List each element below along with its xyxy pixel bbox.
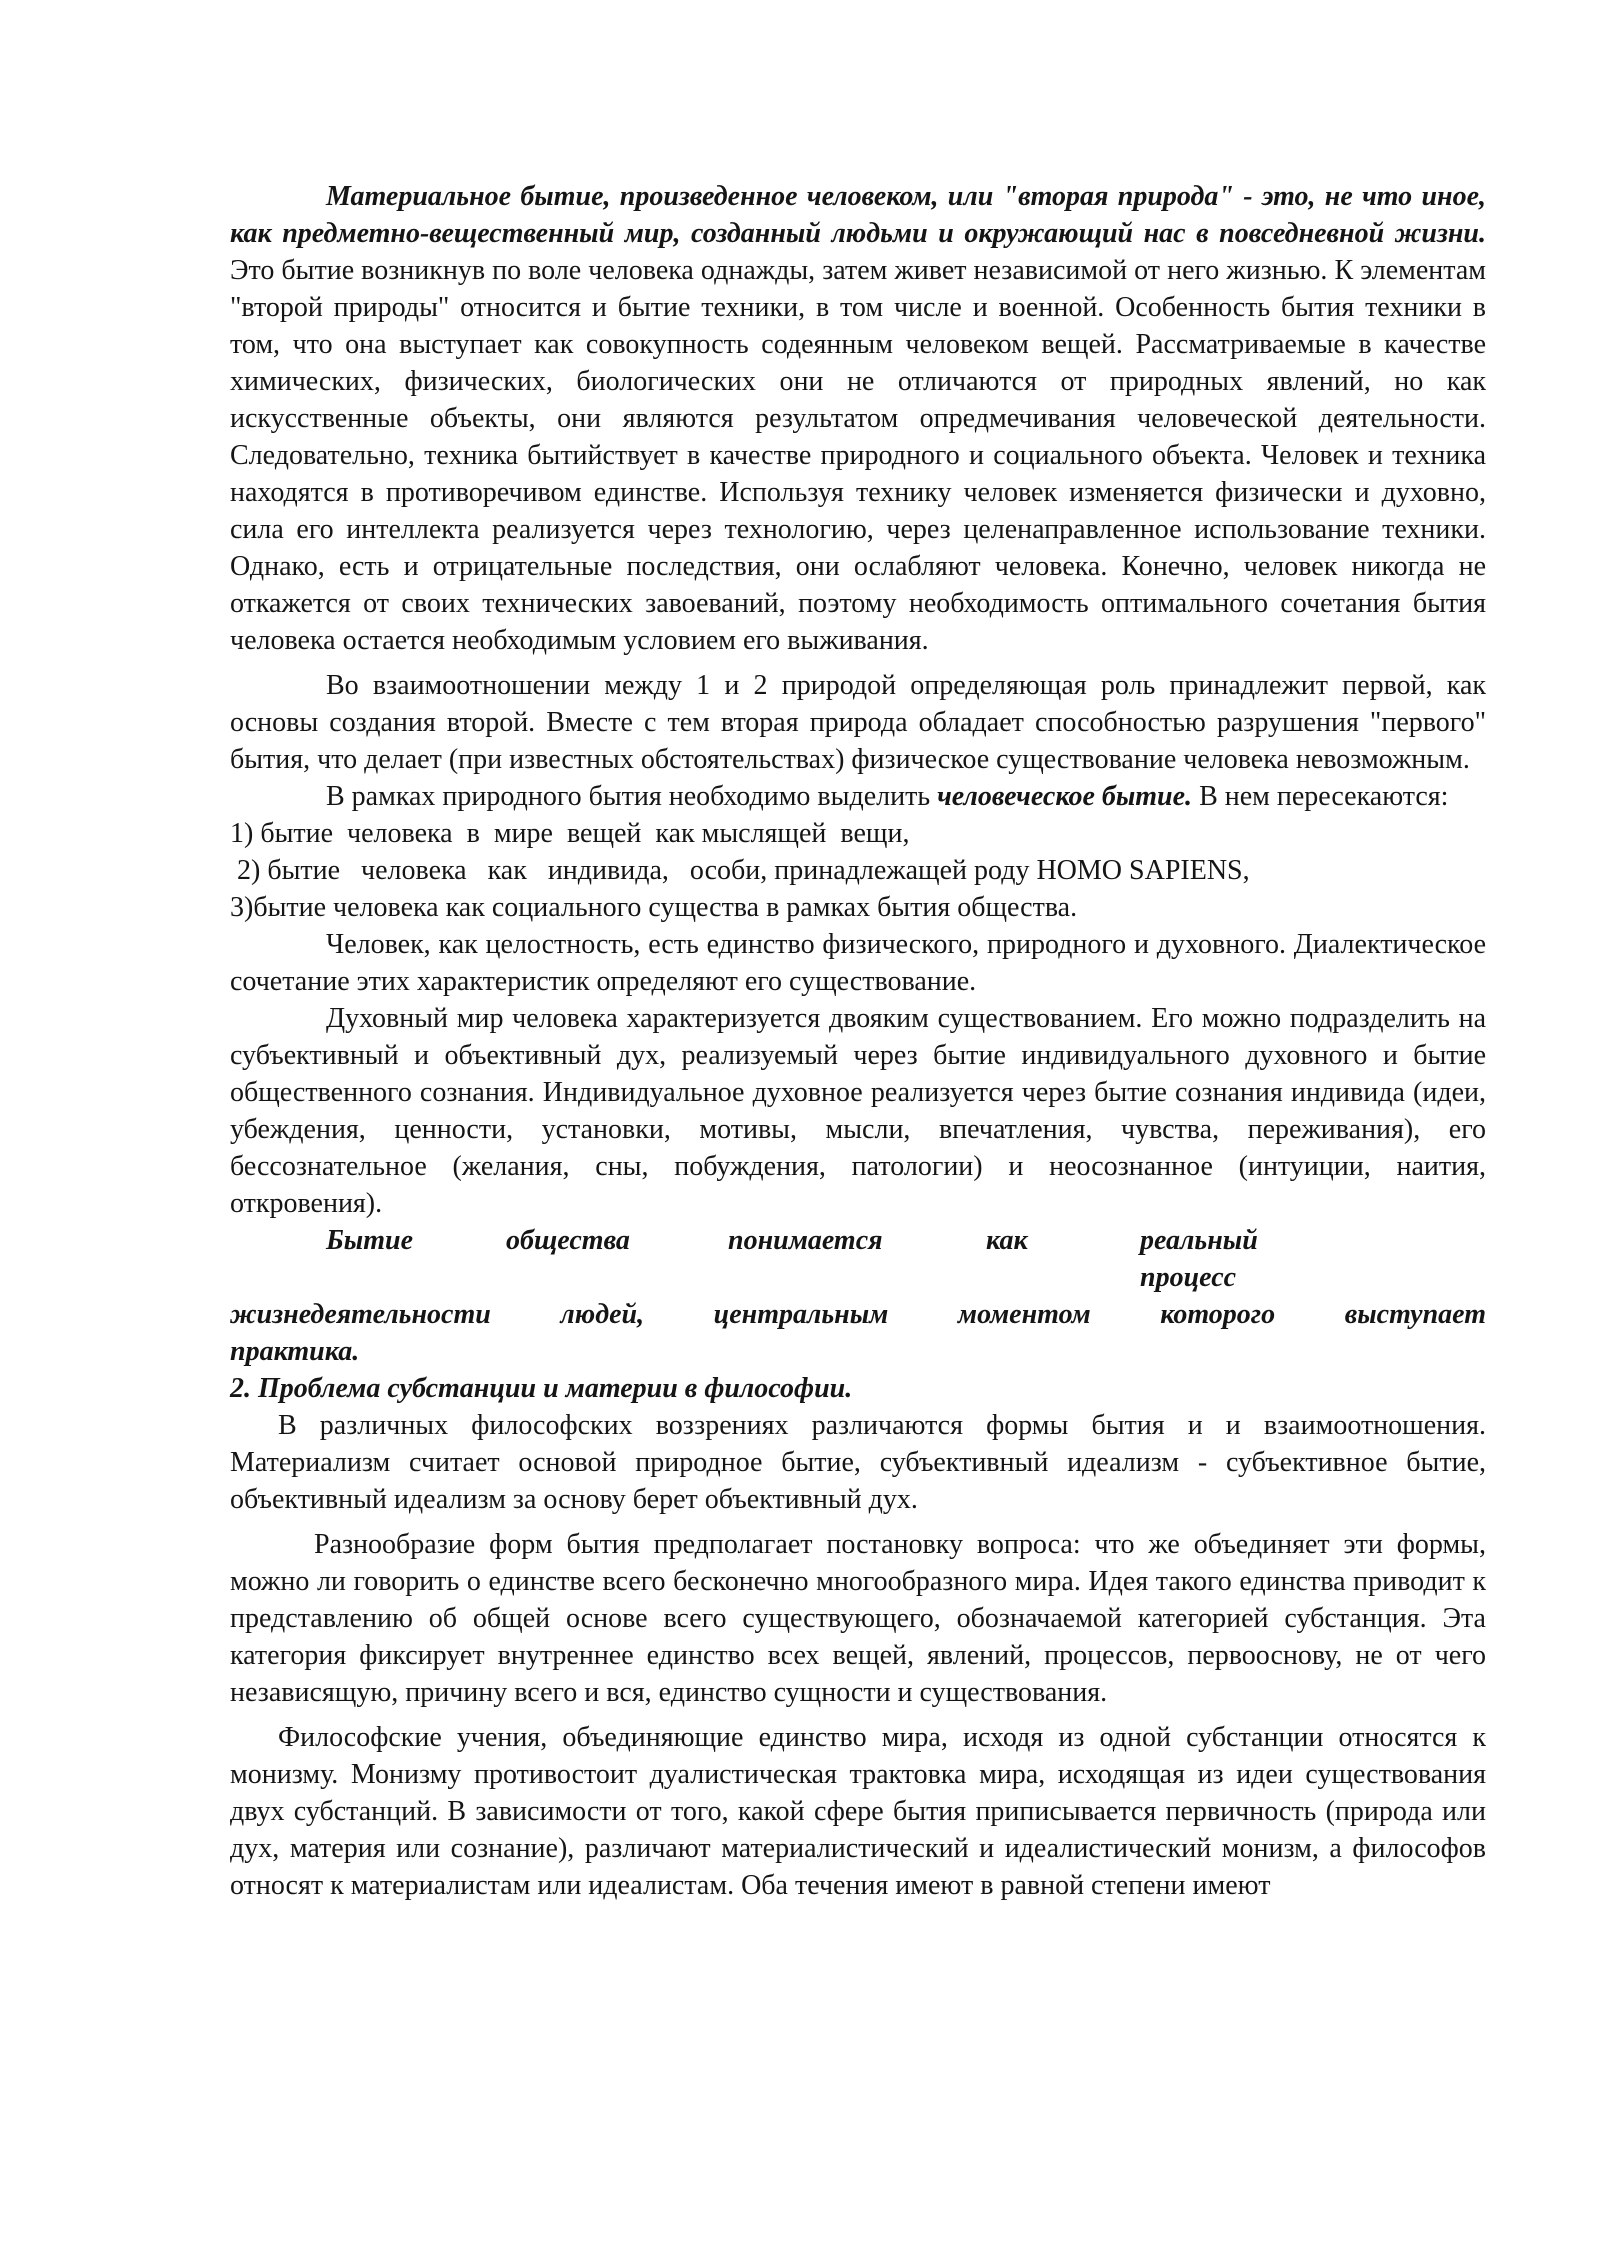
- definition-word: Бытие: [326, 1225, 413, 1256]
- paragraph-philosophical-views: В различных философских воззрениях различаются формы бытия и и взаимоотношения. Материализм считает основой природное бытие, субъективный идеализм - субъективное бытие, объективный идеализм за основу берет объективный дух.: [230, 1410, 1486, 1515]
- document-page: [230, 178, 1486, 1904]
- definition-word: реальный: [1140, 1225, 1258, 1256]
- paragraph-text: В рамках природного бытия необходимо выделить: [326, 781, 938, 812]
- paragraph-human-being: [230, 778, 1486, 815]
- list-item: 3)бытие человека как социального существа в рамках бытия общества.: [230, 892, 1078, 923]
- paragraph-human-integrity: Человек, как целостность, есть единство физического, природного и духовного. Диалектическое сочетание этих характеристик определяют его существование.: [230, 929, 1486, 997]
- paragraph-text: В нем пересекаются:: [1192, 781, 1449, 812]
- paragraph-monism: Философские учения, объединяющие единство мира, исходя из одной субстанции относятся к монизму. Монизму противостоит дуалистическая трактовка мира, исходящая из идеи существования двух субстанций. В зависимости от того, какой сфере бытия приписывается первичность (природа или дух, материя или сознание), различают материалистический и идеалистический монизм, а философов относят к материалистам или идеалистам. Оба течения имеют в равной степени имеют: [230, 1722, 1486, 1901]
- list-item: 2) бытие человека как индивида, особи, принадлежащей роду HOMO SAPIENS,: [230, 855, 1250, 886]
- definition-word: как: [986, 1225, 1028, 1256]
- definition-word: общества: [506, 1225, 630, 1256]
- paragraph-text: Это бытие возникнув по воле человека однажды, затем живет независимой от него жизнью. К элементам "второй природы" относится и бытие техники, в том числе и военной. Особенность бытия техники в том, что она выступает как совокупность содеянным человеком вещей. Рассматриваемые в качестве химических, физических, биологических они не отличаются от природных явлений, но как искусственные объекты, они являются результатом опредмечивания человеческой деятельности. Следовательно, техника бытийствует в качестве природного и социального объекта. Человек и техника находятся в противоречивом единстве. Используя технику человек изменяется физически и духовно, сила его интеллекта реализуется через технологию, через целенаправленное использование техники. Однако, есть и отрицательные последствия, они ослабляют человека. Конечно, человек никогда не откажется от своих технических завоеваний, поэтому необходимость оптимального сочетания бытия человека остается необходимым условием его выживания.: [230, 255, 1486, 656]
- definition-being-society: [230, 1222, 1486, 1370]
- emphasis-human-being: человеческое бытие.: [937, 781, 1193, 812]
- list-item: 1) бытие человека в мире вещей как мыслящей вещи,: [230, 818, 910, 849]
- section-heading: 2. Проблема субстанции и материи в философии.: [230, 1373, 853, 1404]
- definition-line: процесс: [1140, 1262, 1237, 1293]
- paragraph-second-nature: [230, 178, 1486, 659]
- definition-line: [230, 1222, 1486, 1259]
- paragraph-nature-relation: Во взаимоотношении между 1 и 2 природой определяющая роль принадлежит первой, как основы создания второй. Вместе с тем вторая природа обладает способностью разрушения "первого" бытия, что делает (при известных обстоятельствах) физическое существование человека невозможным.: [230, 670, 1486, 775]
- paragraph-substance: Разнообразие форм бытия предполагает постановку вопроса: что же объединяет эти формы, можно ли говорить о единстве всего бесконечно многообразного мира. Идея такого единства приводит к представлению об общей основе всего существующего, обозначаемой категорией субстанция. Эта категория фиксирует внутреннее единство всех вещей, явлений, процессов, первооснову, не от чего независящую, причину всего и вся, единство сущности и существования.: [230, 1529, 1486, 1708]
- emphasis-definition: Материальное бытие, произведенное человеком, или "вторая природа" - это, не что иное, как предметно-вещественный мир, созданный людьми и окружающий нас в повседневной жизни.: [230, 181, 1486, 249]
- definition-line: практика.: [230, 1336, 360, 1367]
- definition-line: жизнедеятельности людей, центральным моментом которого выступает: [230, 1299, 1486, 1330]
- paragraph-spiritual-world: Духовный мир человека характеризуется двояким существованием. Его можно подразделить на субъективный и объективный дух, реализуемый через бытие индивидуального духовного и бытие общественного сознания. Индивидуальное духовное реализуется через бытие сознания индивида (идеи, убеждения, ценности, установки, мотивы, мысли, впечатления, чувства, переживания), его бессознательное (желания, сны, побуждения, патологии) и неосознанное (интуиции, наития, откровения).: [230, 1003, 1486, 1219]
- definition-word: понимается: [728, 1225, 883, 1256]
